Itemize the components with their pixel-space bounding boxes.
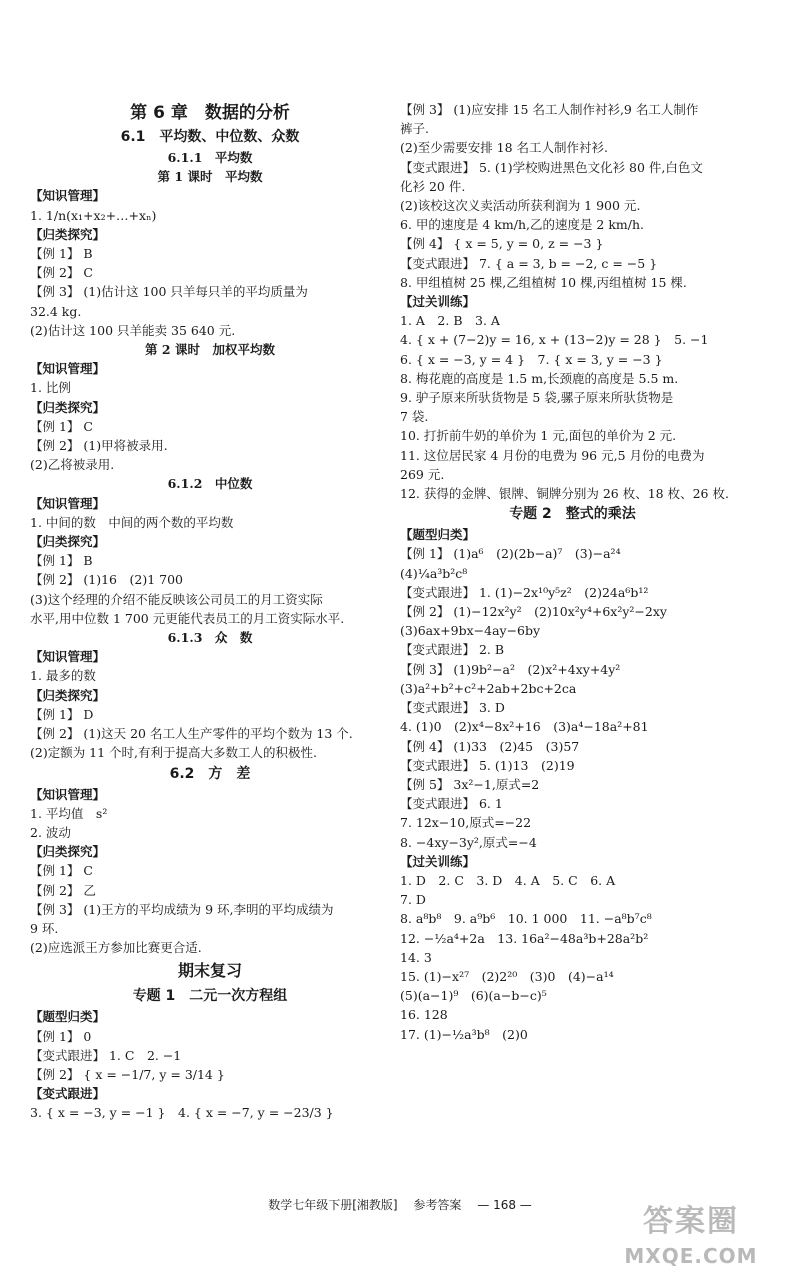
answer-line: 【归类探究】 xyxy=(30,534,106,550)
answer-line: 【归类探究】 xyxy=(30,399,106,415)
answer-line: 【例 1】 C xyxy=(30,418,93,434)
answer-line: 裤子. xyxy=(400,121,429,137)
answer-line: 【例 1】 0 xyxy=(30,1028,92,1044)
answer-line: 7 袋. xyxy=(400,409,429,425)
answer-line: 【归类探究】 xyxy=(30,687,106,703)
answer-line: 1. 平均值 s² xyxy=(30,805,108,821)
answer-line: 269 元. xyxy=(400,466,445,482)
answer-line: 9. 驴子原来所驮货物是 5 袋,骡子原来所驮货物是 xyxy=(400,390,674,406)
answer-line: (2)至少需要安排 18 名工人制作衬衫. xyxy=(400,140,609,156)
answer-line: 【例 1】 B xyxy=(30,246,93,262)
left-column xyxy=(30,100,390,1123)
answer-line: 8. −4xy−3y²,原式=−4 xyxy=(400,834,537,850)
answer-line: 12. 获得的金牌、银牌、铜牌分别为 26 枚、18 枚、26 枚. xyxy=(400,486,729,502)
answer-line: 1. 中间的数 中间的两个数的平均数 xyxy=(30,514,234,530)
answer-line: 8. a⁸b⁸ 9. a⁹b⁶ 10. 1 000 11. −a⁸b⁷c⁸ xyxy=(400,911,652,927)
answer-line: 8. 梅花鹿的高度是 1.5 m,长颈鹿的高度是 5.5 m. xyxy=(400,370,679,386)
answer-line: 【变式跟进】 5. (1)学校购进黑色文化衫 80 件,白色文 xyxy=(400,159,703,175)
answer-line: 10. 打折前牛奶的单价为 1 元,面包的单价为 2 元. xyxy=(400,428,677,444)
answer-line: 14. 3 xyxy=(400,949,432,965)
answer-line: (3)a²+b²+c²+2ab+2bc+2ca xyxy=(400,680,577,696)
answer-line: 【变式跟进】 xyxy=(30,1086,106,1102)
answer-line: 12. −½a⁴+2a 13. 16a²−48a³b+28a²b² xyxy=(400,930,649,946)
answer-line: 【例 3】 (1)应安排 15 名工人制作衬衫,9 名工人制作 xyxy=(400,102,699,117)
answer-line: 【题型归类】 xyxy=(400,527,476,543)
answer-line: (3)这个经理的介绍不能反映该公司员工的月工资实际 xyxy=(30,591,323,607)
answer-line: 6. 甲的速度是 4 km/h,乙的速度是 2 km/h. xyxy=(400,217,645,233)
answer-line: 【例 3】 (1)王方的平均成绩为 9 环,李明的平均成绩为 xyxy=(30,901,334,917)
answer-line: 【例 1】 B xyxy=(30,553,93,569)
answer-line: 2. 波动 xyxy=(30,824,71,840)
right-column xyxy=(400,100,745,1044)
answer-line: 专题 2 整式的乘法 xyxy=(509,506,636,523)
answer-line: 32.4 kg. xyxy=(30,303,82,319)
answer-line: 【例 3】 (1)9b²−a² (2)x²+4xy+4y² xyxy=(400,661,621,677)
answer-line: 【例 2】 (1)这天 20 名工人生产零件的平均个数为 13 个. xyxy=(30,726,353,742)
answer-line: 4. (1)0 (2)x⁴−8x²+16 (3)a⁴−18a²+81 xyxy=(400,719,649,735)
answer-line: 【过关训练】 xyxy=(400,294,476,310)
answer-line: 17. (1)−½a³b⁸ (2)0 xyxy=(400,1026,528,1042)
answer-line: 【例 4】 (1)33 (2)45 (3)57 xyxy=(400,738,580,754)
answer-line: 15. (1)−x²⁷ (2)2²⁰ (3)0 (4)−a¹⁴ xyxy=(400,968,614,984)
answer-line: 【例 2】 (1)16 (2)1 700 xyxy=(30,572,184,588)
answer-line: 专题 1 二元一次方程组 xyxy=(132,988,288,1005)
answer-line: 6.1 平均数、中位数、众数 xyxy=(120,129,300,145)
answer-line: 【例 3】 (1)估计这 100 只羊每只羊的平均质量为 xyxy=(30,284,308,300)
answer-line: 第 2 课时 加权平均数 xyxy=(145,342,275,358)
answer-line: 6.1.2 中位数 xyxy=(167,476,253,492)
answer-line: 7. D xyxy=(400,892,426,908)
answer-line: 【变式跟进】 2. B xyxy=(400,642,505,658)
answer-line: 11. 这位居民家 4 月份的电费为 96 元,5 月份的电费为 xyxy=(400,447,705,463)
answer-line: 【例 1】 D xyxy=(30,706,94,722)
answer-line: 【过关训练】 xyxy=(400,853,476,869)
answer-line: 1. A 2. B 3. A xyxy=(400,313,500,329)
answer-line: 【知识管理】 xyxy=(30,495,106,511)
answer-line: (2)应选派王方参加比赛更合适. xyxy=(30,940,202,956)
watermark-url: MXQE.COM xyxy=(624,1244,758,1268)
answer-line: (4)¼a³b²c⁸ xyxy=(400,565,468,581)
answer-line: (5)(a−1)⁹ (6)(a−b−c)⁵ xyxy=(400,988,547,1004)
answer-line: 4. { x + (7−2)y = 16, x + (13−2)y = 28 } 5. −1 xyxy=(400,332,709,348)
answer-line: (3)6ax+9bx−4ay−6by xyxy=(400,623,541,639)
answer-line: 【例 2】 (1)甲将被录用. xyxy=(30,438,168,454)
answer-line: 【例 4】 { x = 5, y = 0, z = −3 } xyxy=(400,236,604,252)
answer-line: 【知识管理】 xyxy=(30,649,106,665)
answer-line: (2)定额为 11 个时,有利于提高大多数工人的积极性. xyxy=(30,745,318,761)
answer-line: 1. 比例 xyxy=(30,380,71,396)
answer-line: (2)该校这次义卖活动所获利润为 1 900 元. xyxy=(400,198,641,214)
answer-line: 7. 12x−10,原式=−22 xyxy=(400,815,532,831)
footer-section: 参考答案 xyxy=(413,1198,462,1212)
footer-page-number: — 168 — xyxy=(477,1198,532,1212)
answer-line: 【变式跟进】 3. D xyxy=(400,700,505,716)
answer-line: 期末复习 xyxy=(177,961,242,981)
answer-line: 6.1.3 众 数 xyxy=(167,630,253,646)
answer-line: 【变式跟进】 1. (1)−2x¹⁰y⁵z² (2)24a⁶b¹² xyxy=(400,584,649,600)
answer-line: 【例 1】 C xyxy=(30,863,93,879)
answer-line: 【例 2】 { x = −1/7, y = 3/14 } xyxy=(30,1066,225,1082)
answer-line: 【题型归类】 xyxy=(30,1009,106,1025)
answer-line: 水平,用中位数 1 700 元更能代表员工的月工资实际水平. xyxy=(30,610,345,626)
answer-line: 【例 2】 乙 xyxy=(30,882,96,898)
answer-line: 第 6 章 数据的分析 xyxy=(130,103,290,123)
answer-line: 1. 最多的数 xyxy=(30,668,96,684)
answer-line: 【变式跟进】 7. { a = 3, b = −2, c = −5 } xyxy=(400,255,658,271)
answer-line: 【归类探究】 xyxy=(30,844,106,860)
answer-line: 16. 128 xyxy=(400,1007,448,1023)
answer-line: 【归类探究】 xyxy=(30,226,106,242)
answer-line: 1. 1/n(x₁+x₂+…+xₙ) xyxy=(30,207,157,223)
answer-line: 【变式跟进】 5. (1)13 (2)19 xyxy=(400,757,575,773)
answer-line: 【知识管理】 xyxy=(30,361,106,377)
answer-line: 6. { x = −3, y = 4 } 7. { x = 3, y = −3 } xyxy=(400,351,663,367)
answer-line: 6.1.1 平均数 xyxy=(167,150,253,165)
answer-line: 1. D 2. C 3. D 4. A 5. C 6. A xyxy=(400,872,616,888)
answer-line: 化衫 20 件. xyxy=(400,178,466,194)
answer-line: (2)乙将被录用. xyxy=(30,457,115,473)
answer-line: 3. { x = −3, y = −1 } 4. { x = −7, y = −23/3 } xyxy=(30,1105,334,1121)
answer-line: 【例 5】 3x²−1,原式=2 xyxy=(400,776,540,792)
answer-line: 【例 2】 (1)−12x²y² (2)10x²y⁴+6x²y²−2xy xyxy=(400,604,667,620)
answer-line: 【变式跟进】 1. C 2. −1 xyxy=(30,1047,182,1063)
answer-line: 6.2 方 差 xyxy=(169,765,251,782)
answer-line: 【例 1】 (1)a⁶ (2)(2b−a)⁷ (3)−a²⁴ xyxy=(400,546,621,562)
answer-line: 【知识管理】 xyxy=(30,786,106,802)
watermark-logo xyxy=(596,1200,786,1280)
answer-line: 【例 2】 C xyxy=(30,265,93,281)
answer-line: 9 环. xyxy=(30,920,59,936)
answer-line: 【知识管理】 xyxy=(30,188,106,204)
answer-line: 第 1 课时 平均数 xyxy=(157,169,263,185)
footer-book-title: 数学七年级下册[湘教版] xyxy=(268,1198,398,1212)
answer-line: (2)估计这 100 只羊能卖 35 640 元. xyxy=(30,322,236,338)
answer-line: 8. 甲组植树 25 棵,乙组植树 10 棵,丙组植树 15 棵. xyxy=(400,274,687,290)
answer-line: 【变式跟进】 6. 1 xyxy=(400,796,503,812)
watermark-logo-text: 答案圈 xyxy=(643,1204,739,1239)
